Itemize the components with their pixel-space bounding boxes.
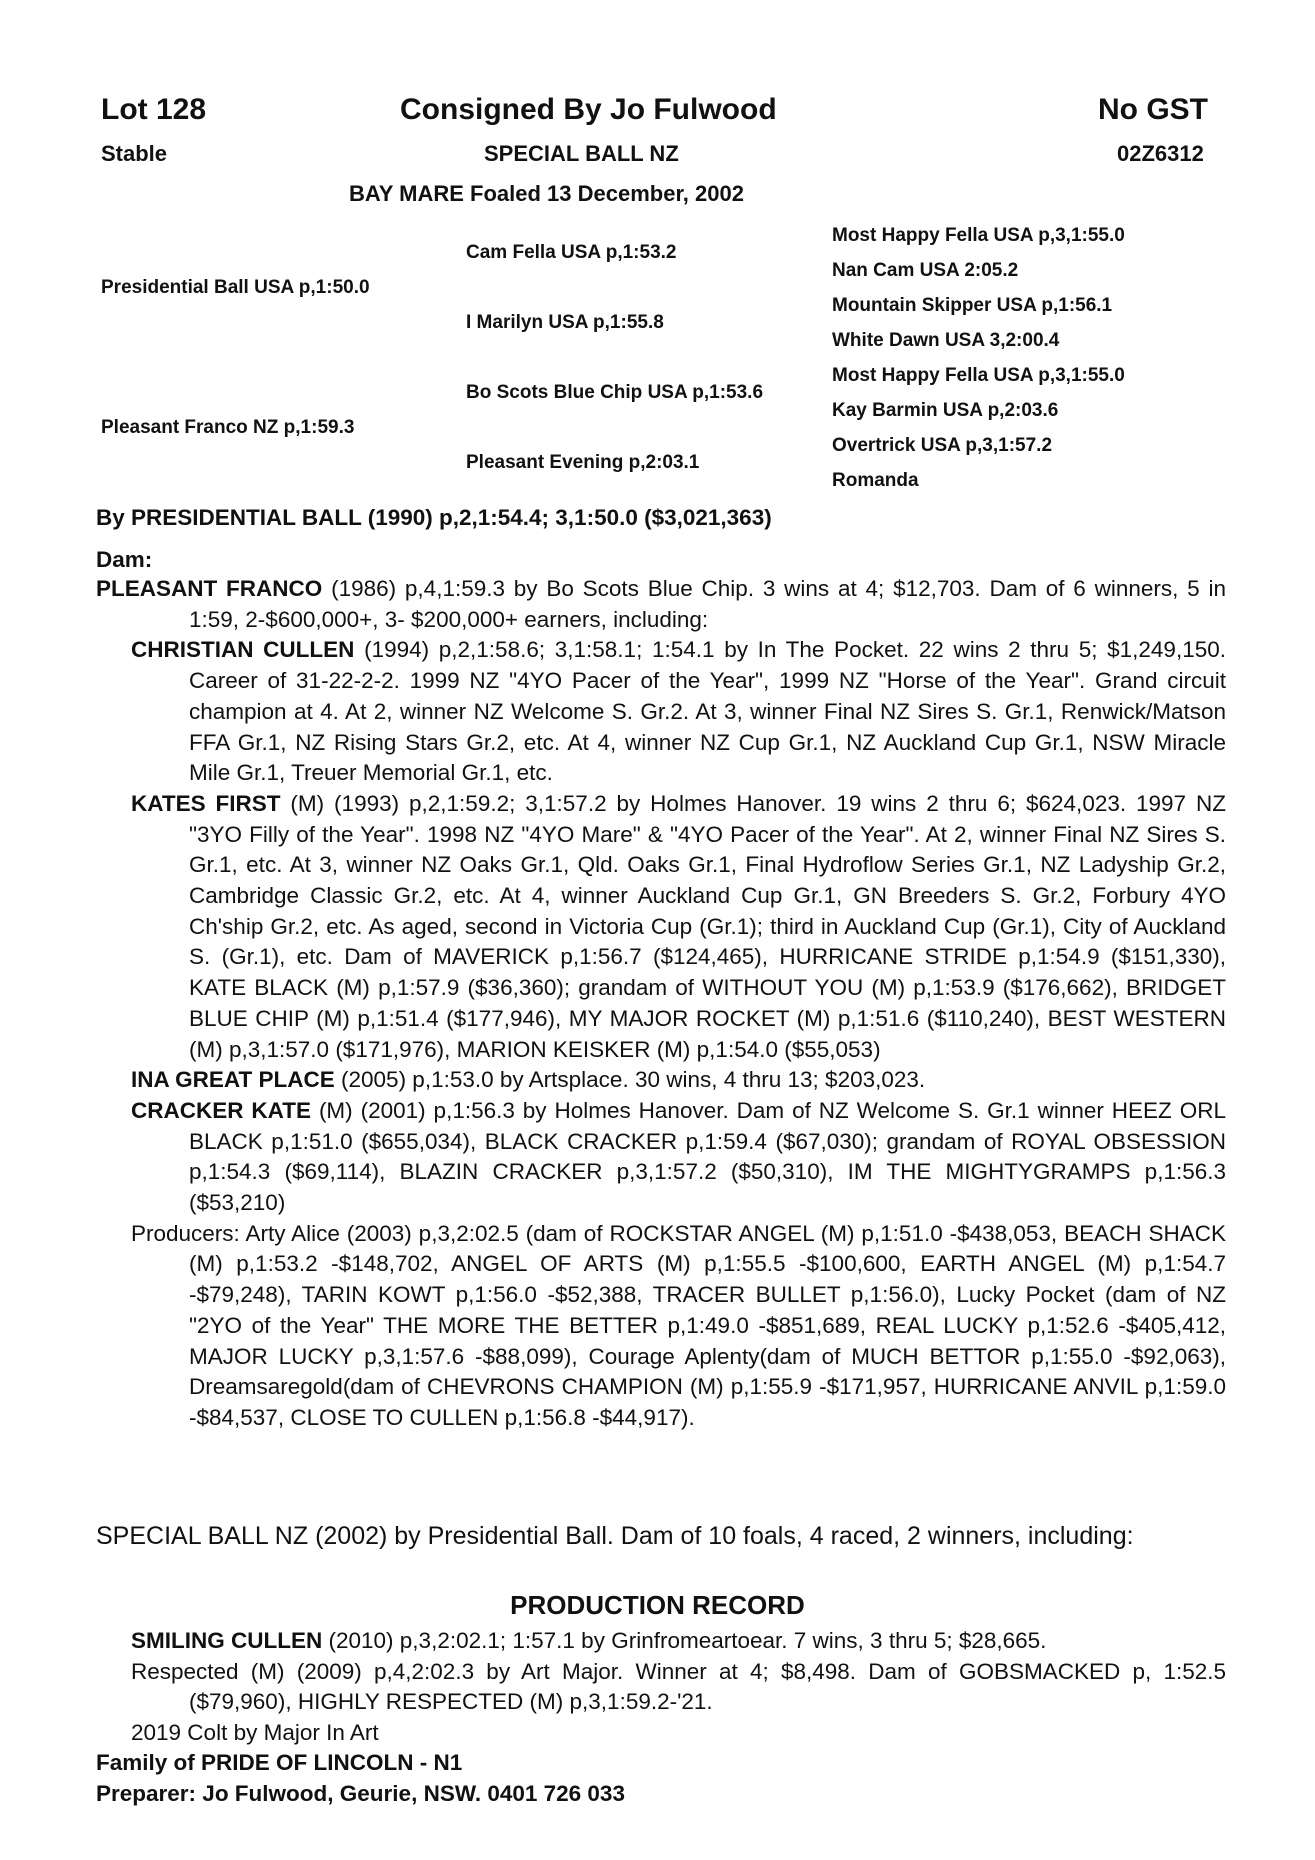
dam-entry bbox=[96, 789, 1226, 1065]
horse-description: BAY MARE Foaled 13 December, 2002 bbox=[349, 181, 744, 206]
pedigree-gen2: Bo Scots Blue Chip USA p,1:53.6 bbox=[466, 382, 764, 403]
entry-name: INA GREAT PLACE bbox=[131, 1067, 335, 1093]
entry-name: Producers: bbox=[131, 1220, 240, 1246]
pedigree-dam: Pleasant Franco NZ p,1:59.3 bbox=[101, 417, 355, 438]
entry-name: CHRISTIAN CULLEN bbox=[131, 637, 355, 663]
pedigree-gen3: Most Happy Fella USA p,3,1:55.0 bbox=[832, 225, 1125, 246]
dam-summary: SPECIAL BALL NZ (2002) by Presidential Ball. Dam of 10 foals, 4 raced, 2 winners, including: bbox=[96, 1522, 1134, 1550]
dam-entry bbox=[96, 1065, 1226, 1096]
entry-text: 2019 Colt by Major In Art bbox=[131, 1719, 379, 1745]
entry-name: KATES FIRST bbox=[131, 790, 281, 816]
consignor: Consigned By Jo Fulwood bbox=[400, 93, 777, 126]
pedigree-gen2: Pleasant Evening p,2:03.1 bbox=[466, 452, 700, 473]
dam-entry bbox=[96, 574, 1226, 635]
horse-code: 02Z6312 bbox=[1117, 141, 1204, 166]
entry-text: (1986) p,4,1:59.3 by Bo Scots Blue Chip. 3 wins at 4; $12,703. Dam of 6 winners, 5 in 1:59, 2-$600,000+, 3- $200,000+ earners, including: bbox=[189, 576, 1226, 632]
entry-text: Respected (M) (2009) p,4,2:02.3 by Art Major. Winner at 4; $8,498. Dam of GOBSMACKED p, 1:52.5 ($79,960), HIGHLY RESPECTED (M) p,3,1:59.2-'21. bbox=[131, 1658, 1226, 1714]
gst-status: No GST bbox=[1098, 93, 1208, 126]
entry-name: SMILING CULLEN bbox=[131, 1628, 323, 1653]
dam-label: Dam: bbox=[96, 547, 153, 572]
pedigree-gen3: Romanda bbox=[832, 470, 919, 491]
entry-name: PLEASANT FRANCO bbox=[96, 576, 323, 601]
production-title: PRODUCTION RECORD bbox=[510, 1590, 805, 1620]
production-entry bbox=[96, 1626, 1226, 1657]
pedigree-gen2: Cam Fella USA p,1:53.2 bbox=[466, 242, 677, 263]
preparer-line: Preparer: Jo Fulwood, Geurie, NSW. 0401 726 033 bbox=[96, 1781, 625, 1806]
stable-label: Stable bbox=[101, 141, 168, 166]
production-entry bbox=[96, 1657, 1226, 1718]
dam-entry bbox=[96, 1219, 1226, 1434]
dam-entry bbox=[96, 635, 1226, 789]
entry-name: CRACKER KATE bbox=[131, 1097, 312, 1123]
production-entry bbox=[96, 1718, 1226, 1749]
production-record bbox=[96, 1626, 1226, 1748]
pedigree-sire: Presidential Ball USA p,1:50.0 bbox=[101, 277, 370, 298]
pedigree-gen3: Mountain Skipper USA p,1:56.1 bbox=[832, 295, 1113, 316]
pedigree-gen3: Kay Barmin USA p,2:03.6 bbox=[832, 400, 1059, 421]
pedigree-gen2: I Marilyn USA p,1:55.8 bbox=[466, 312, 664, 333]
lot-number: Lot 128 bbox=[101, 93, 207, 126]
horse-name: SPECIAL BALL NZ bbox=[484, 141, 679, 166]
entry-text: (2005) p,1:53.0 by Artsplace. 30 wins, 4 thru 13; $203,023. bbox=[334, 1067, 926, 1093]
entry-text: (M) (1993) p,2,1:59.2; 3,1:57.2 by Holmes Hanover. 19 wins 2 thru 6; $624,023. 1997 NZ "3YO Filly of the Year". 1998 NZ "4YO Mare" & "4YO Pacer of the Year". At 2, winner Final NZ Sires S. Gr.1, etc. At 3, winner NZ Oaks Gr.1, Qld. Oaks Gr.1, Final Hydroflow Series Gr.1, NZ Ladyship Gr.2, Cambridge Classic Gr.2, etc. At 4, winner Auckland Cup Gr.1, GN Breeders S. Gr.2, Forbury 4YO Ch'ship Gr.2, etc. As aged, second in Victoria Cup (Gr.1); third in Auckland Cup (Gr.1), City of Auckland S. (Gr.1), etc. Dam of MAVERICK p,1:56.7 ($124,465), HURRICANE STRIDE p,1:54.9 ($151,330), KATE BLACK (M) p,1:57.9 ($36,360); grandam of WITHOUT YOU (M) p,1:53.9 ($176,662), BRIDGET BLUE CHIP (M) p,1:51.4 ($177,946), MY MAJOR ROCKET (M) p,1:51.6 ($110,240), BEST WESTERN (M) p,3,1:57.0 ($171,976), MARION KEISKER (M) p,1:54.0 ($55,053) bbox=[189, 790, 1226, 1062]
entry-text: (M) (2001) p,1:56.3 by Holmes Hanover. Dam of NZ Welcome S. Gr.1 winner HEEZ ORL BLACK p,1:51.0 ($655,034), BLACK CRACKER p,1:59.4 ($67,030); grandam of ROYAL OBSESSION p,1:54.3 ($69,114), BLAZIN CRACKER p,3,1:57.2 ($50,310), IM THE MIGHTYGRAMPS p,1:56.3 ($53,210) bbox=[189, 1097, 1226, 1216]
pedigree-gen3: Nan Cam USA 2:05.2 bbox=[832, 260, 1019, 281]
family-line: Family of PRIDE OF LINCOLN - N1 bbox=[96, 1750, 463, 1775]
entry-text: (1994) p,2,1:58.6; 3,1:58.1; 1:54.1 by In The Pocket. 22 wins 2 thru 5; $1,249,150. Career of 31-22-2-2. 1999 NZ "4YO Pacer of the Year", 1999 NZ "Horse of the Year". Grand circuit champion at 4. At 2, winner NZ Welcome S. Gr.2. At 3, winner Final NZ Sires S. Gr.1, Renwick/Matson FFA Gr.1, NZ Rising Stars Gr.2, etc. At 4, winner NZ Cup Gr.1, NZ Auckland Cup Gr.1, NSW Miracle Mile Gr.1, Treuer Memorial Gr.1, etc. bbox=[189, 637, 1226, 786]
dam-entry bbox=[96, 1096, 1226, 1219]
pedigree-gen3: White Dawn USA 3,2:00.4 bbox=[832, 330, 1060, 351]
entry-text: (2010) p,3,2:02.1; 1:57.1 by Grinfromeartoear. 7 wins, 3 thru 5; $28,665. bbox=[322, 1628, 1047, 1653]
dam-section bbox=[96, 574, 1226, 1434]
pedigree-gen3: Overtrick USA p,3,1:57.2 bbox=[832, 435, 1053, 456]
sire-line: By PRESIDENTIAL BALL (1990) p,2,1:54.4; 3,1:50.0 ($3,021,363) bbox=[96, 505, 772, 530]
entry-text: Arty Alice (2003) p,3,2:02.5 (dam of ROCKSTAR ANGEL (M) p,1:51.0 -$438,053, BEACH SHACK (M) p,1:53.2 -$148,702, ANGEL OF ARTS (M) p,1:55.5 -$100,600, EARTH ANGEL (M) p,1:54.7 -$79,248), TARIN KOWT p,1:56.0 -$52,388, TRACER BULLET p,1:56.0), Lucky Pocket (dam of NZ "2YO of the Year" THE MORE THE BETTER p,1:49.0 -$851,689, REAL LUCKY p,1:52.6 -$405,412, MAJOR LUCKY p,3,1:57.6 -$88,099), Courage Aplenty(dam of MUCH BETTOR p,1:55.0 -$92,063), Dreamsaregold(dam of CHEVRONS CHAMPION (M) p,1:55.9 -$171,957, HURRICANE ANVIL p,1:59.0 -$84,537, CLOSE TO CULLEN p,1:56.8 -$44,917). bbox=[189, 1220, 1226, 1430]
pedigree-gen3: Most Happy Fella USA p,3,1:55.0 bbox=[832, 365, 1125, 386]
